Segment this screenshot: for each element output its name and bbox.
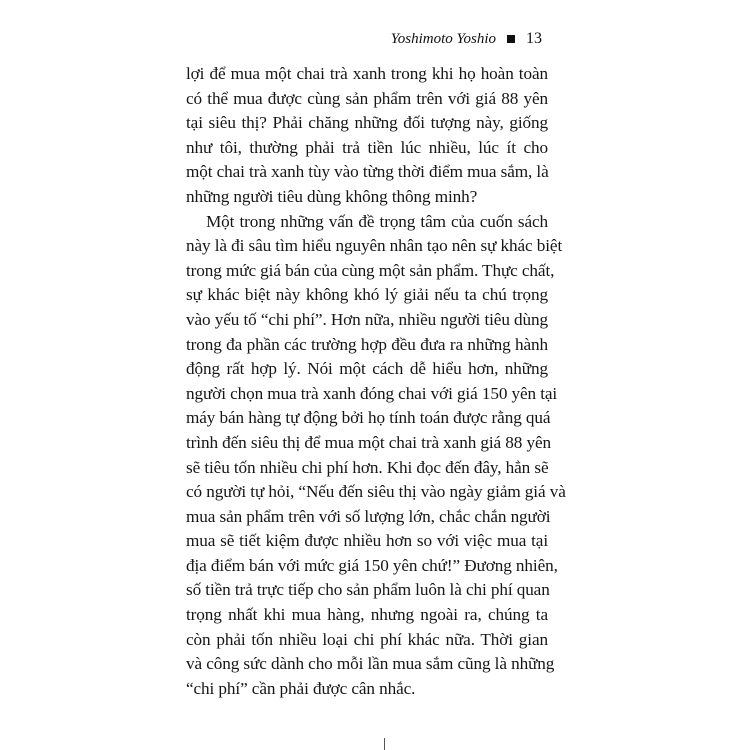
square-separator-icon — [507, 35, 515, 43]
page-number: 13 — [526, 30, 542, 47]
text-line: một chai trà xanh tùy vào từng thời điểm mua sắm, là — [186, 162, 549, 182]
text-line: sự khác biệt này không khó lý giải nếu ta chú trọng — [186, 285, 548, 305]
text-line: số tiền trả trực tiếp cho sản phẩm luôn là chi phí quan — [186, 580, 550, 600]
text-line: động rất hợp lý. Nói một cách dễ hiểu hơn, những — [186, 359, 548, 379]
text-line: trình đến siêu thị để mua một chai trà xanh giá 88 yên — [186, 432, 551, 452]
text-line: trong mức giá bán của cùng một sản phẩm. Thực chất, — [186, 260, 555, 280]
text-line: lợi để mua một chai trà xanh trong khi họ hoàn toàn — [186, 64, 548, 83]
paragraph — [186, 210, 566, 702]
text-line: “chi phí” cần phải được cân nhắc. — [186, 678, 416, 698]
text-line: này là đi sâu tìm hiểu nguyên nhân tạo nên sự khác biệt — [186, 236, 563, 256]
author-name: Yoshimoto Yoshio — [390, 30, 496, 47]
paragraph — [186, 62, 548, 210]
text-line: người chọn mua trà xanh đóng chai với giá 150 yên tại — [186, 383, 558, 403]
text-line: có thể mua được cùng sản phẩm trên với giá 88 yên — [186, 88, 548, 108]
text-line: Một trong những vấn đề trọng tâm của cuốn sách — [206, 211, 548, 231]
text-line: địa điểm bán với mức giá 150 yên chứ!” Đương nhiên, — [186, 555, 558, 575]
text-line: còn phải tốn nhiều loại chi phí khác nữa. Thời gian — [186, 629, 548, 649]
text-line: mua sản phẩm trên với số lượng lớn, chắc chắn người — [186, 506, 551, 526]
text-line: trong đa phần các trường hợp đều đưa ra những hành — [186, 334, 548, 354]
text-line: tại siêu thị? Phải chăng những đối tượng này, giống — [186, 113, 548, 133]
text-line: máy bán hàng tự động bởi họ tính toán được rằng quá — [186, 408, 551, 428]
text-line: vào yếu tố “chi phí”. Hơn nữa, nhiều người tiêu dùng — [186, 309, 548, 329]
text-line: như tôi, thường phải trả tiền lúc nhiều, lúc ít cho — [186, 137, 548, 157]
body-text — [186, 62, 566, 701]
text-line: mua sẽ tiết kiệm được nhiều hơn so với việc mua tại — [186, 531, 548, 551]
text-line: những người tiêu dùng không thông minh? — [186, 186, 478, 206]
text-line: trọng nhất khi mua hàng, nhưng ngoài ra, chúng ta — [186, 605, 548, 625]
text-line: và công sức dành cho mỗi lần mua sắm cũng là những — [186, 654, 555, 674]
crop-mark — [384, 738, 385, 750]
text-line: sẽ tiêu tốn nhiều chi phí hơn. Khi đọc đến đây, hẳn sẽ — [186, 457, 549, 477]
text-line: có người tự hỏi, “Nếu đến siêu thị vào ngày giảm giá và — [186, 482, 566, 502]
running-header — [391, 30, 542, 48]
